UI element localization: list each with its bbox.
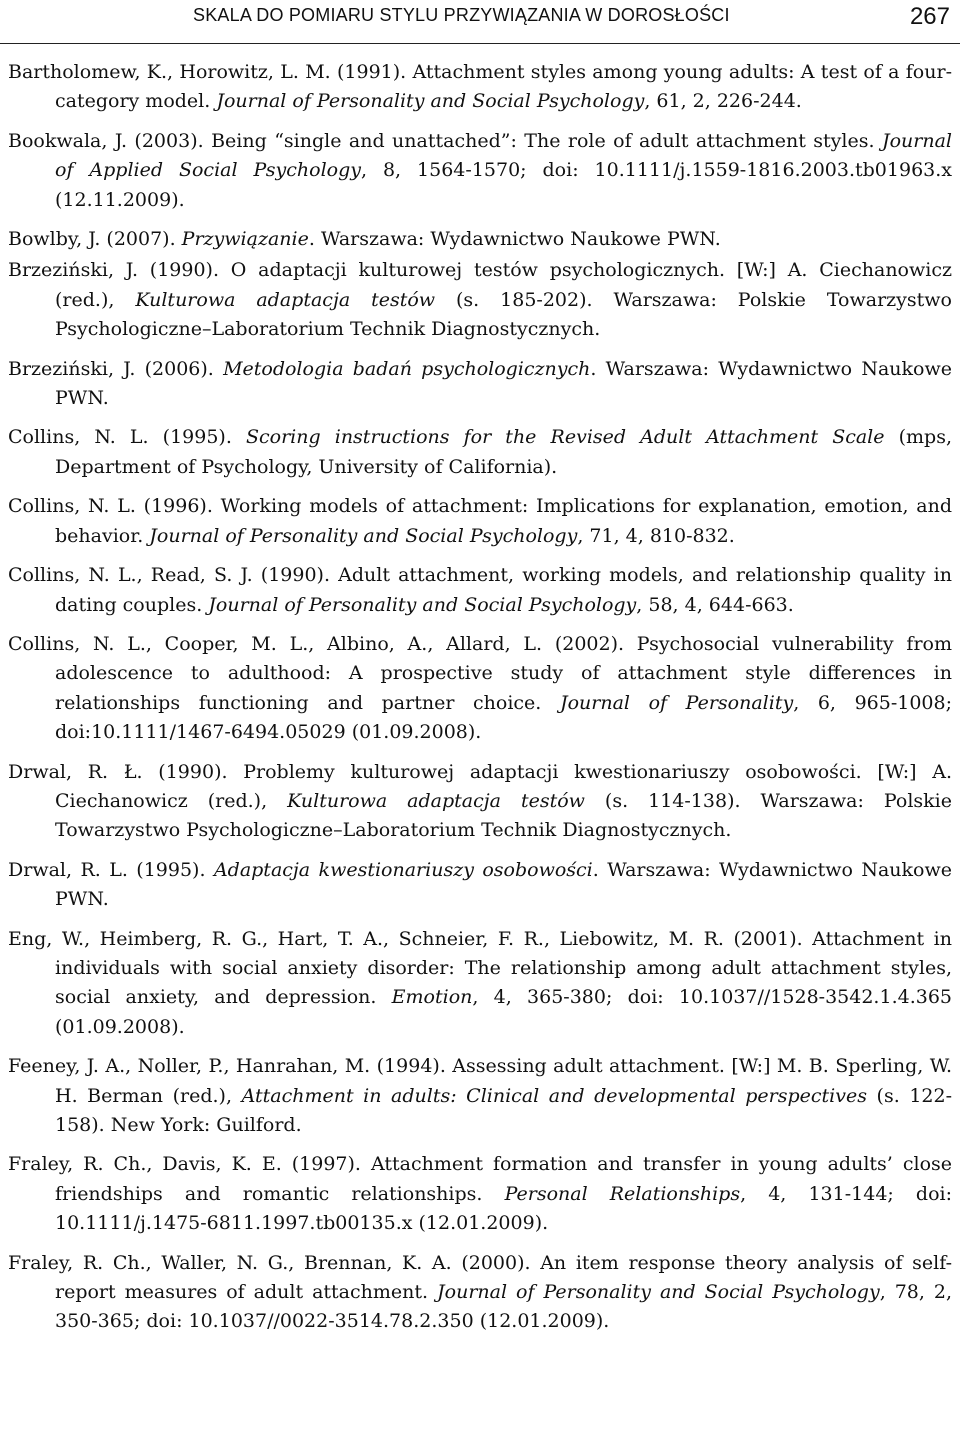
reference-entry: Collins, N. L. (1996). Working models of attachment: Implications for explanation, emotion, and behavior. Journal of Personality and Social Psychology, 71, 4, 810-832.	[8, 495, 952, 547]
page-header	[0, 0, 960, 44]
reference-entry: Brzeziński, J. (2006). Metodologia badań psychologicznych. Warszawa: Wydawnictwo Naukowe PWN.	[8, 357, 952, 410]
reference-list	[8, 58, 952, 1347]
reference-entry: Bartholomew, K., Horowitz, L. M. (1991). Attachment styles among young adults: A test of a four-category model. Journal of Personality and Social Psychology, 61, 2, 226-244.	[8, 61, 952, 113]
reference-entry: Bowlby, J. (2007). Przywiązanie. Warszawa: Wydawnictwo Naukowe PWN.	[8, 228, 721, 251]
reference-entry: Eng, W., Heimberg, R. G., Hart, T. A., Schneier, F. R., Liebowitz, M. R. (2001). Attachment in individuals with social anxiety disorder: The relationship among adult attachment styles, social anxiety, and depression. Emotion, 4, 365-380; doi: 10.1037//1528-3542.1.4.365 (01.09.2008).	[8, 927, 952, 1038]
reference-entry: Feeney, J. A., Noller, P., Hanrahan, M. (1994). Assessing adult attachment. [W:] M. B. Sperling, W. H. Berman (red.), Attachment in adults: Clinical and developmental perspectives (s. 122-158). New York: Guilford.	[8, 1055, 953, 1136]
reference-entry: Collins, N. L., Cooper, M. L., Albino, A., Allard, L. (2002). Psychosocial vulnerability from adolescence to adulthood: A prospective study of attachment style differences in relationships functioning and partner choice. Journal of Personality, 6, 965-1008; doi:10.1111/1467-6494.05029 (01.09.2008).	[8, 632, 953, 744]
reference-entry: Drwal, R. L. (1995). Adaptacja kwestionariuszy osobowości. Warszawa: Wydawnictwo Naukowe PWN.	[8, 858, 952, 911]
reference-entry: Collins, N. L. (1995). Scoring instructions for the Revised Adult Attachment Scale (mps, Department of Psychology, University of California).	[8, 426, 953, 478]
reference-entry: Collins, N. L., Read, S. J. (1990). Adult attachment, working models, and relationship quality in dating couples. Journal of Personality and Social Psychology, 58, 4, 644-663.	[8, 564, 952, 616]
reference-entry: Bookwala, J. (2003). Being “single and unattached”: The role of adult attachment styles. Journal of Applied Social Psychology, 8, 1564-1570; doi: 10.1111/j.1559-1816.2003.tb01963.x (12.11.2009).	[8, 129, 952, 211]
reference-entry: Fraley, R. Ch., Waller, N. G., Brennan, K. A. (2000). An item response theory analysis of self-report measures of adult attachment. Journal of Personality and Social Psychology, 78, 2, 350-365; doi: 10.1037//0022-3514.78.2.350 (12.01.2009).	[8, 1251, 953, 1333]
reference-entry: Brzeziński, J. (1990). O adaptacji kulturowej testów psychologicznych. [W:] A. Ciechanowicz (red.), Kulturowa adaptacja testów (s. 185-202). Warszawa: Polskie Towarzystwo Psychologiczne–Laboratorium Technik Diagnostycznych.	[8, 259, 952, 341]
reference-entry: Fraley, R. Ch., Davis, K. E. (1997). Attachment formation and transfer in young adults’ close friendships and romantic relationships. Personal Relationships, 4, 131-144; doi: 10.1111/j.1475-6811.1997.tb00135.x (12.01.2009).	[8, 1153, 952, 1235]
page-number: 267	[909, 3, 950, 30]
running-title: SKALA DO POMIARU STYLU PRZYWIĄZANIA W DOROSŁOŚCI	[193, 5, 730, 25]
reference-entry: Drwal, R. Ł. (1990). Problemy kulturowej adaptacji kwestionariuszy osobowości. [W:] A. Ciechanowicz (red.), Kulturowa adaptacja testów (s. 114-138). Warszawa: Polskie Towarzystwo Psychologiczne–Laboratorium Technik Diagnostycznych.	[8, 760, 952, 842]
